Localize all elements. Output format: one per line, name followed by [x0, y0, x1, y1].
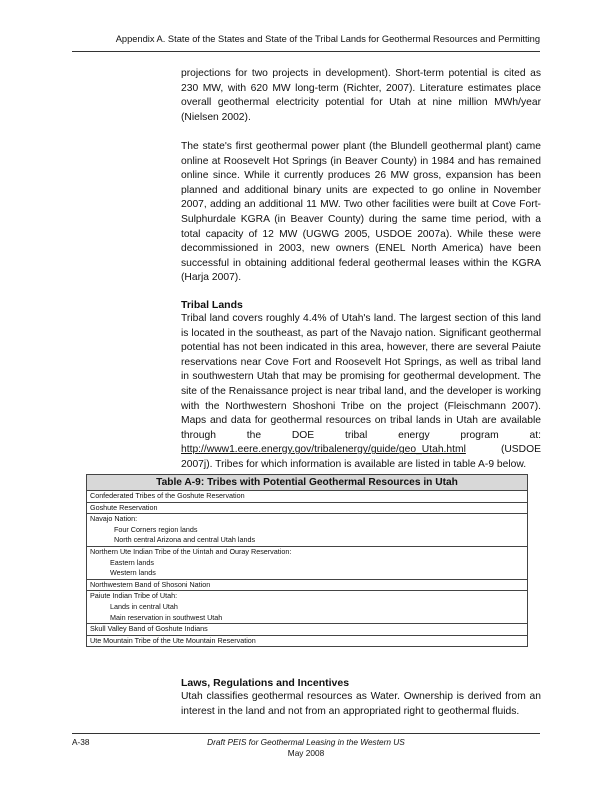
- tribe-name: Ute Mountain Tribe of the Ute Mountain Reservation: [90, 635, 256, 645]
- tribe-subarea: Main reservation in southwest Utah: [110, 612, 223, 622]
- page-number: A-38: [72, 737, 90, 747]
- footer-date: May 2008: [287, 748, 325, 758]
- table-title: Table A-9: Tribes with Potential Geothermal Resources in Utah: [87, 475, 528, 491]
- paragraph-first-plant: [181, 140, 541, 286]
- table-row: [87, 546, 528, 579]
- tribe-name: Navajo Nation:: [90, 514, 138, 524]
- footer-doc-title: Draft PEIS for Geothermal Leasing in the Western US: [207, 737, 405, 747]
- tribe-subarea: Eastern lands: [110, 557, 154, 567]
- footer-center: [0, 737, 612, 759]
- tribal-text: Tribal land covers roughly 4.4% of Utah's land. The largest section of this land is located in the southeast, as part of the Navajo nation. Significant geothermal potential has not been indicated in this area, however, there are several Paiute reservations near Cove Fort and Roosevelt Hot Springs, as well as tribal land in southwestern Utah that may be promising for geothermal development. The site of the Renaissance project is near tribal land, and the developer is working with the Northwestern Shoshoni Tribe on the project (Fleischmann 2007). Maps and data for geothermal resources on tribal lands in Utah are available through the DOE tribal energy program at:: [181, 313, 541, 441]
- table-cell: [87, 546, 528, 579]
- table-cell: [87, 491, 528, 503]
- tribe-name: Skull Valley Band of Goshute Indians: [90, 624, 208, 634]
- laws-section: [181, 676, 541, 719]
- tribe-name: Northwestern Band of Shosoni Nation: [90, 579, 211, 589]
- tribal-lands-paragraph: [181, 312, 541, 473]
- table-row: [87, 502, 528, 514]
- tribe-subarea: Four Corners region lands: [114, 524, 198, 534]
- tribe-name: Northern Ute Indian Tribe of the Uintah and Ouray Reservation:: [90, 546, 292, 556]
- tribe-subarea: North central Arizona and central Utah lands: [114, 535, 256, 545]
- section-heading-tribal-lands: Tribal Lands: [181, 299, 243, 311]
- table-cell: [87, 591, 528, 624]
- section-heading-laws: Laws, Regulations and Incentives: [181, 677, 350, 689]
- footer-rule: [72, 733, 540, 734]
- doe-tribal-energy-link[interactable]: http://www1.eere.energy.gov/tribalenergy/guide/geo_Utah.html: [181, 444, 466, 456]
- table-row: [87, 491, 528, 503]
- table-row: [87, 514, 528, 547]
- tribal-lands-section: [181, 298, 541, 473]
- table-row: [87, 579, 528, 591]
- laws-paragraph: Utah classifies geothermal resources as Water. Ownership is derived from an interest in the land and not from an appropriated right to geothermal fluids.: [181, 691, 541, 717]
- tribe-name: Goshute Reservation: [90, 502, 158, 512]
- tribe-name: Paiute Indian Tribe of Utah:: [90, 591, 178, 601]
- tribes-table: [86, 474, 528, 647]
- running-header: Appendix A. State of the States and State of the Tribal Lands for Geothermal Resources and Permitting: [72, 34, 540, 52]
- table-row: [87, 591, 528, 624]
- tribe-subarea: Western lands: [110, 568, 156, 578]
- tribe-subarea: Lands in central Utah: [110, 601, 178, 611]
- table-cell: [87, 502, 528, 514]
- paragraph-text: projections for two projects in development). Short-term potential is cited as 230 MW, with 620 MW long-term (Richter, 2007). Literature estimates place overall geothermal electricity potential for Utah at nine million MWh/year (Nielsen 2002).: [181, 68, 541, 123]
- table-cell: [87, 624, 528, 636]
- paragraph-text: The state's first geothermal power plant (the Blundell geothermal plant) came online at Roosevelt Hot Springs (in Beaver County) in 1984 and has remained online since. While it currently produces 26 MW gross, expansion has been planned and additional binary units are expected to go online in November 2007, adding an additional 11 MW. Two other facilities were built at Cove Fort-Sulphurdale KGRA (in Beaver County) during the same time period, with a total capacity of 12 MW (UGWG 2005, USDOE 2007a). While these were decommissioned in 2003, new owners (ENEL North America) have been successful in obtaining additional federal geothermal leases within the KGRA (Harja 2007).: [181, 141, 541, 284]
- table-row: [87, 635, 528, 647]
- table-cell: [87, 579, 528, 591]
- table-cell: [87, 635, 528, 647]
- tribe-name: Confederated Tribes of the Goshute Reservation: [90, 491, 245, 500]
- tribal-text-after: (USDOE 2007j). Tribes for which information is available are listed in table A-9 below.: [181, 444, 541, 470]
- table-row: [87, 624, 528, 636]
- paragraph-projections: [181, 67, 541, 125]
- table-cell: [87, 514, 528, 547]
